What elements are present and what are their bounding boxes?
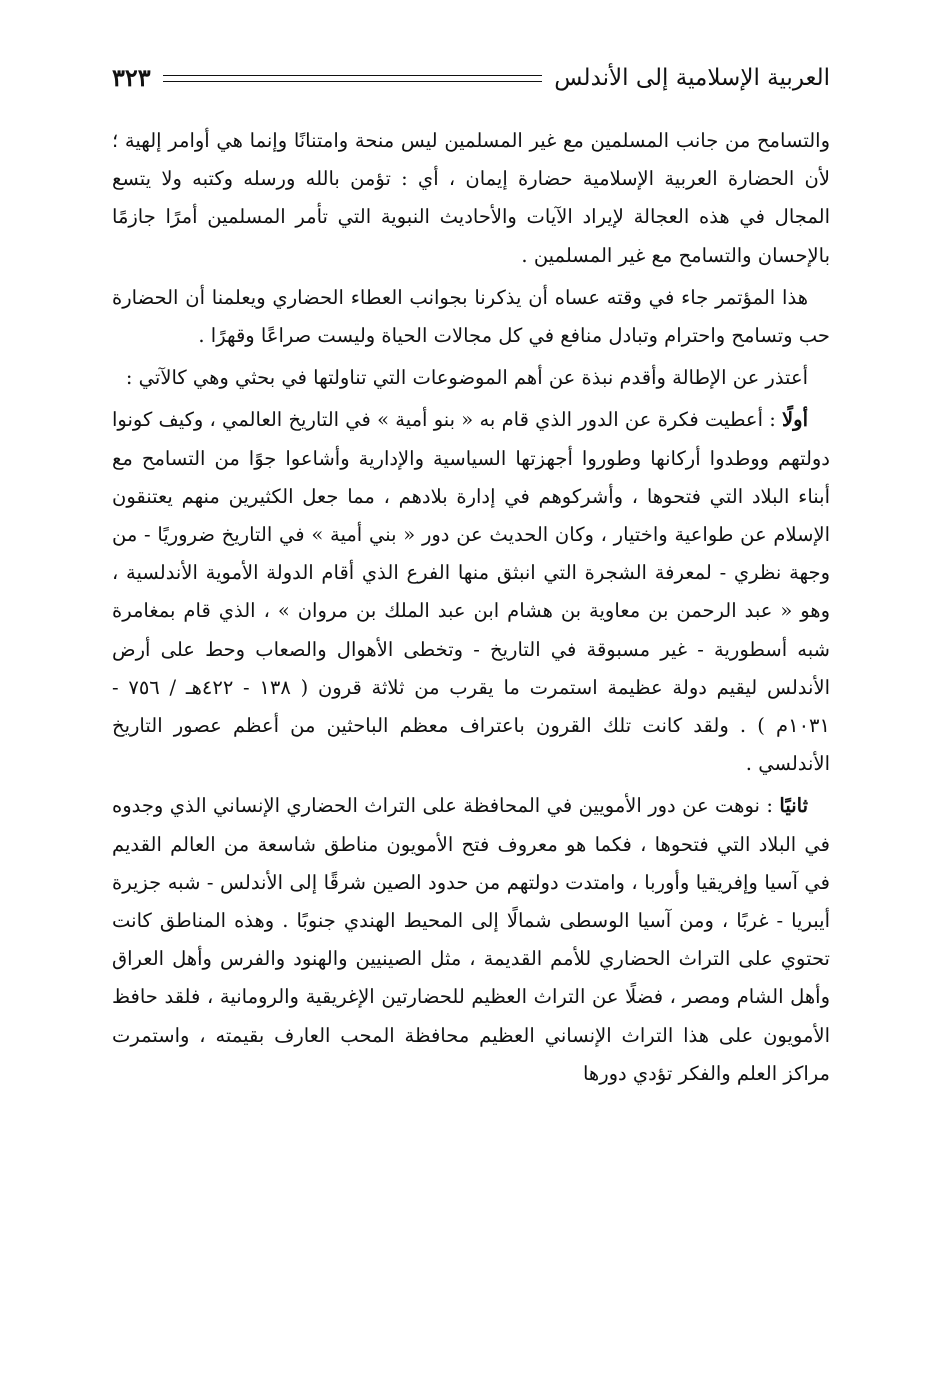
header-double-rule — [163, 75, 543, 82]
paragraph-5-lead: ثانيًا — [779, 794, 808, 818]
page-number: ٣٢٣ — [112, 63, 151, 92]
paragraph-2 — [112, 279, 830, 355]
paragraph-5 — [112, 787, 830, 1093]
paragraph-2-text: هذا المؤتمر جاء في وقته عساه أن يذكرنا بجوانب العطاء الحضاري ويعلمنا أن الحضارة حب وتسامح واحترام وتبادل منافع في كل مجالات الحياة وليست صراعًا وقهرًا . — [112, 285, 830, 348]
paragraph-4-text: : أعطيت فكرة عن الدور الذي قام به « بنو أمية » في التاريخ العالمي ، وكيف كونوا دولتهم ووطدوا أركانها وطوروا أجهزتها السياسية والإدارية وأشاعوا جوًا من التسامح مع أبناء البلاد التي فتحوها ، وأشركوهم في إدارة بلادهم ، مما جعل الكثيرين منهم يعتنقون الإسلام عن طواعية واختيار ، وكان الحديث عن دور « بني أمية » في التاريخ ضروريًا - من وجهة نظري - لمعرفة الشجرة التي انبثق منها الفرع الذي أقام الدولة الأموية الأندلسية ، وهو « عبد الرحمن بن معاوية بن هشام ابن عبد الملك بن مروان » ، الذي قام بمغامرة شبه أسطورية - غير مسبوقة في التاريخ - وتخطى الأهوال والصعاب وحط على أرض الأندلس ليقيم دولة عظيمة استمرت ما يقرب من ثلاثة قرون ( ١٣٨ - ٤٢٢هـ / ٧٥٦ - ١٠٣١م ) . ولقد كانت تلك القرون باعتراف معظم الباحثين من أعظم عصور التاريخ الأندلسي . — [112, 408, 830, 776]
book-page — [112, 56, 830, 1336]
paragraph-4 — [112, 401, 830, 783]
page-header — [112, 56, 830, 100]
paragraph-1 — [112, 122, 830, 275]
paragraph-4-lead: أولًا — [782, 408, 808, 432]
paragraph-3 — [112, 359, 830, 397]
paragraph-3-text: أعتذر عن الإطالة وأقدم نبذة عن أهم الموضوعات التي تناولتها في بحثي وهي كالآتي : — [125, 366, 808, 390]
page-body — [112, 122, 830, 1093]
running-title: العربية الإسلامية إلى الأندلس — [554, 64, 830, 91]
paragraph-5-text: : نوهت عن دور الأمويين في المحافظة على التراث الحضاري الإنساني الذي وجدوه في البلاد التي فتحوها ، فكما هو معروف فتح الأمويون مناطق شاسعة من العالم القديم في آسيا وإفريقيا وأوربا ، وامتدت دولتهم من حدود الصين شرقًا إلى الأندلس - شبه جزيرة أيبريا - غربًا ، ومن آسيا الوسطى شمالًا إلى المحيط الهندي جنوبًا . وهذه المناطق كانت تحتوي على التراث الحضاري للأمم القديمة ، مثل الصينيين والهنود والفرس وأهل العراق وأهل الشام ومصر ، فضلًا عن التراث العظيم للحضارتين الإغريقية والرومانية ، فلقد حافظ الأمويون على هذا التراث الإنساني العظيم محافظة المحب العارف بقيمته ، واستمرت مراكز العلم والفكر تؤدي دورها — [112, 794, 830, 1085]
paragraph-1-text: والتسامح من جانب المسلمين مع غير المسلمين ليس منحة وامتنانًا وإنما هي أوامر إلهية ؛ لأن الحضارة العربية الإسلامية حضارة إيمان ، أي : تؤمن بالله ورسله وكتبه ولا يتسع المجال في هذه العجالة لإيراد الآيات والأحاديث النبوية التي تأمر المسلمين أمرًا جازمًا بالإحسان والتسامح مع غير المسلمين . — [112, 129, 830, 267]
